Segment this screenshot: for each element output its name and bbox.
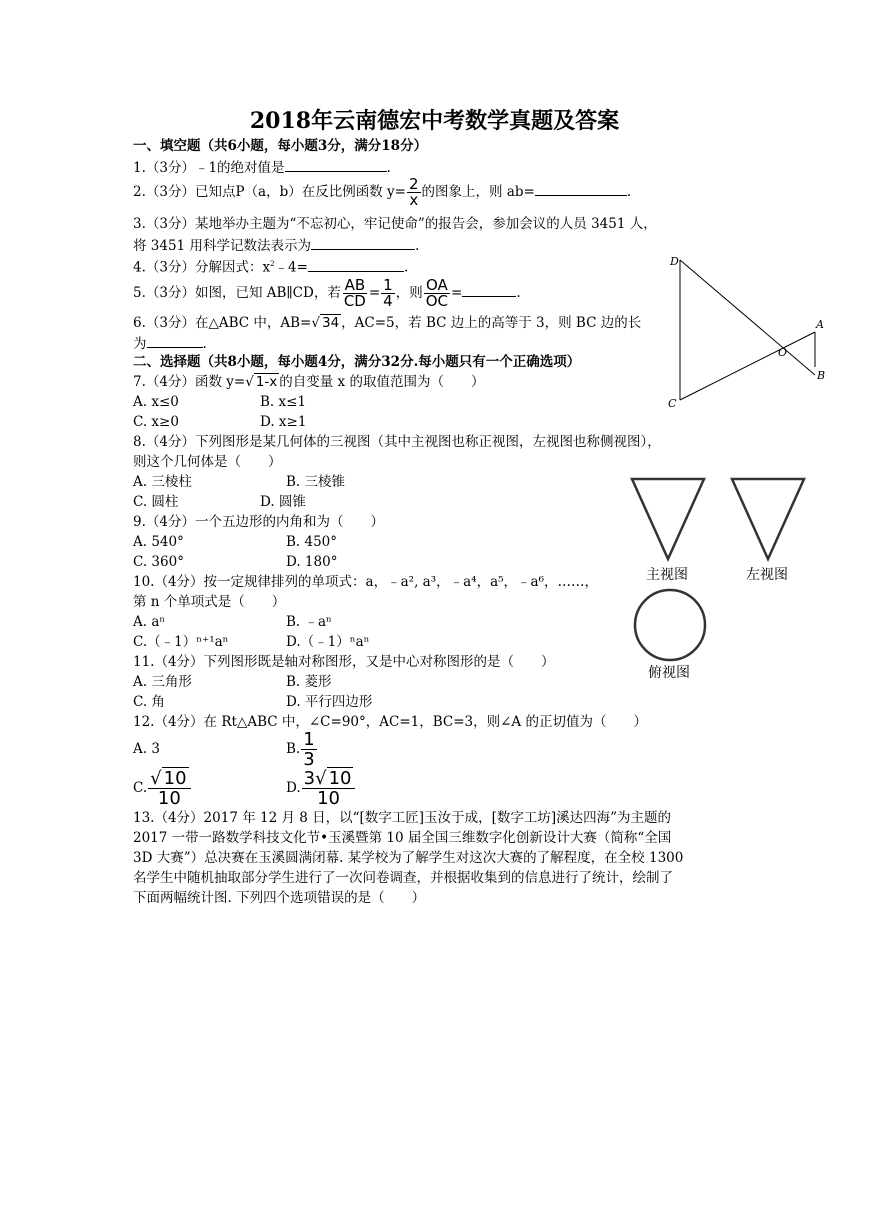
q8-option-c[interactable]: C. 圆柱 [133, 494, 179, 510]
q3-text: 将 3451 用科学记数法表示为 [133, 238, 311, 254]
q7-option-d[interactable]: D. x≥1 [260, 414, 307, 430]
label-o: O [778, 346, 788, 359]
q12-b-fraction [301, 730, 316, 769]
top-view-label: 俯视图 [648, 665, 690, 681]
q6-end: . [202, 336, 207, 352]
q6-sqrt: √ 34 [311, 315, 340, 331]
q9-option-c[interactable]: C. 360° [133, 554, 184, 570]
top-view-circle [630, 585, 710, 665]
q12-d-den: 10 [317, 788, 341, 809]
q2-post: 的图象上，则 ab= [421, 184, 535, 200]
q12-d-label: D. [286, 780, 301, 796]
q10-option-b[interactable]: B. ﹣aⁿ [286, 614, 332, 630]
label-d: D [670, 255, 679, 268]
q12-b-label: B. [286, 741, 301, 757]
q5-fraction-ab-cd [342, 278, 368, 309]
section-1-heading: 一、填空题（共6小题，每小题3分，满分18分） [133, 138, 428, 154]
question-5 [133, 275, 521, 311]
q12-c-den: 10 [157, 788, 181, 809]
q2-pre: 2.（3分）已知点P（a，b）在反比例函数 y= [133, 184, 406, 200]
q5-f2-num: 1 [383, 276, 393, 294]
q6-post: ，AC=5，若 BC 边上的高等于 3，则 BC 边的长 [341, 315, 642, 331]
front-view-triangle [628, 475, 708, 565]
q9-option-d[interactable]: D. 180° [286, 554, 338, 570]
q5-post: = [451, 285, 463, 301]
q12-d-fraction [302, 769, 356, 808]
q6-pre: 6.（3分）在△ABC 中，AB= [133, 315, 312, 331]
q12-option-a[interactable]: A. 3 [133, 741, 160, 757]
q11-option-c[interactable]: C. 角 [133, 694, 165, 710]
question-3-line-1: 3.（3分）某地举办主题为“不忘初心，牢记使命”的报告会，参加会议的人员 3451 人， [133, 216, 657, 232]
q7-option-b[interactable]: B. x≤1 [260, 394, 307, 410]
q12-option-b[interactable] [286, 730, 318, 769]
q1-answer-blank[interactable] [285, 157, 387, 172]
question-8-line-1: 8.（4分）下列图形是某几何体的三视图（其中主视图也称正视图，左视图也称侧视图）， [133, 434, 661, 450]
q5-answer-blank[interactable] [462, 282, 516, 297]
q2-fraction [407, 177, 421, 208]
q5-f3-num: OA [425, 276, 448, 294]
q2-num: 2 [408, 175, 419, 193]
label-c: C [668, 397, 677, 410]
q12-b-den: 3 [303, 749, 315, 770]
question-8-line-2: 则这个几何体是（ ） [133, 454, 282, 470]
q12-d-num: 3√ 10 [302, 769, 356, 789]
question-10-line-2: 第 n 个单项式是（ ） [133, 594, 286, 610]
question-13-line-4: 名学生中随机抽取部分学生进行了一次问卷调查，并根据收集到的信息进行了统计，绘制了 [133, 870, 673, 886]
page-title: 2018年云南德宏中考数学真题及答案 [249, 108, 620, 134]
q11-option-d[interactable]: D. 平行四边形 [286, 694, 373, 710]
q10-option-c[interactable]: C.（﹣1）ⁿ⁺¹aⁿ [133, 634, 229, 650]
q5-pre: 5.（3分）如图，已知 AB∥CD，若 [133, 285, 341, 301]
question-13-line-2: 2017 一带一路数学科技文化节•玉溪暨第 10 届全国三维数字化创新设计大赛（简称“全国 [133, 830, 672, 846]
question-10-line-1: 10.（4分）按一定规律排列的单项式：a，﹣a², a³，﹣a⁴，a⁵，﹣a⁶，……， [133, 574, 598, 590]
question-11: 11.（4分）下列图形既是轴对称图形，又是中心对称图形的是（ ） [133, 654, 555, 670]
q5-mid: ，则 [395, 285, 423, 301]
q12-c-label: C. [133, 780, 148, 796]
q12-c-num: √ 10 [148, 769, 190, 789]
q5-fraction-1-4 [381, 278, 395, 309]
q7-option-a[interactable]: A. x≤0 [133, 394, 179, 410]
question-13-line-1: 13.（4分）2017 年 12 月 8 日，以“[数字工匠]玉汝于成，[数字工坊]溪达四海”为主题的 [133, 810, 672, 826]
q7-post: 的自变量 x 的取值范围为（ ） [279, 374, 485, 390]
q5-geometry-figure [660, 250, 840, 415]
question-7 [133, 373, 484, 391]
question-12: 12.（4分）在 Rt△ABC 中，∠C=90°，AC=1，BC=3，则∠A 的正切值为（ ） [133, 714, 647, 730]
q7-option-c[interactable]: C. x≥0 [133, 414, 179, 430]
q5-eq: = [368, 285, 381, 301]
q11-option-a[interactable]: A. 三角形 [133, 674, 192, 690]
question-3-line-2 [133, 235, 419, 255]
q1-end: . [386, 160, 391, 176]
q5-f1-den: CD [343, 292, 366, 310]
left-view-triangle [728, 475, 808, 565]
q7-sqrt: √ 1-x [245, 374, 278, 390]
label-b: B [817, 369, 826, 382]
q5-f1-num: AB [344, 276, 366, 294]
front-view-label: 主视图 [646, 567, 688, 583]
q12-b-num: 1 [303, 729, 315, 750]
q6-line2: 为 [133, 336, 147, 352]
q12-c-radicand: 10 [163, 768, 187, 789]
question-4 [133, 255, 408, 277]
q6-answer-blank[interactable] [147, 333, 203, 348]
q5-end: . [516, 285, 521, 301]
q2-end: . [626, 184, 632, 200]
q5-f2-den: 4 [383, 292, 393, 310]
q12-option-c[interactable] [133, 768, 192, 808]
q11-option-b[interactable]: B. 菱形 [286, 674, 332, 690]
question-1 [133, 157, 391, 177]
q9-option-a[interactable]: A. 540° [133, 534, 184, 550]
q3-end: . [414, 238, 420, 254]
q10-option-a[interactable]: A. aⁿ [133, 614, 166, 630]
question-2 [133, 177, 631, 207]
q9-option-b[interactable]: B. 450° [286, 534, 338, 550]
q12-d-radicand: 10 [328, 768, 352, 789]
q6-radicand: 34 [321, 315, 340, 331]
question-9: 9.（4分）一个五边形的内角和为（ ） [133, 514, 384, 530]
q2-answer-blank[interactable] [535, 181, 627, 196]
label-a: A [816, 318, 824, 331]
q2-den: x [409, 191, 419, 209]
q4-end: . [403, 259, 409, 276]
q5-fraction-oa-oc [424, 278, 450, 309]
q4-sup: 2 [270, 260, 275, 268]
q1-text: 1.（3分）﹣1的绝对值是 [133, 160, 285, 176]
q4-answer-blank[interactable] [308, 257, 404, 272]
q4-pre: 4.（3分）分解因式：x [133, 259, 271, 276]
q7-pre: 7.（4分）函数 y= [133, 374, 246, 390]
q10-option-d[interactable]: D.（﹣1）ⁿaⁿ [286, 634, 370, 650]
q7-radicand: 1-x [255, 374, 278, 390]
question-13-line-5: 下面两幅统计图. 下列四个选项错误的是（ ） [133, 890, 426, 906]
section-2-heading: 二、选择题（共8小题，每小题4分，满分32分.每小题只有一个正确选项） [133, 354, 581, 370]
q3-answer-blank[interactable] [311, 235, 415, 250]
q8-option-a[interactable]: A. 三棱柱 [133, 474, 192, 490]
left-view-label: 左视图 [746, 567, 788, 583]
q4-post: ﹣4= [274, 259, 308, 276]
q12-d-coef: 3 [303, 768, 316, 789]
question-13-line-3: 3D 大赛”）总决赛在玉溪圆满闭幕. 某学校为了解学生对这次大赛的了解程度，在全校 1300 [133, 850, 684, 866]
q8-option-d[interactable]: D. 圆锥 [260, 494, 306, 510]
question-6-line-2 [133, 333, 207, 353]
q8-option-b[interactable]: B. 三棱锥 [286, 474, 346, 490]
q12-option-d[interactable] [286, 768, 356, 808]
q5-f3-den: OC [425, 292, 448, 310]
question-6 [133, 314, 641, 332]
q12-c-fraction [148, 769, 190, 808]
